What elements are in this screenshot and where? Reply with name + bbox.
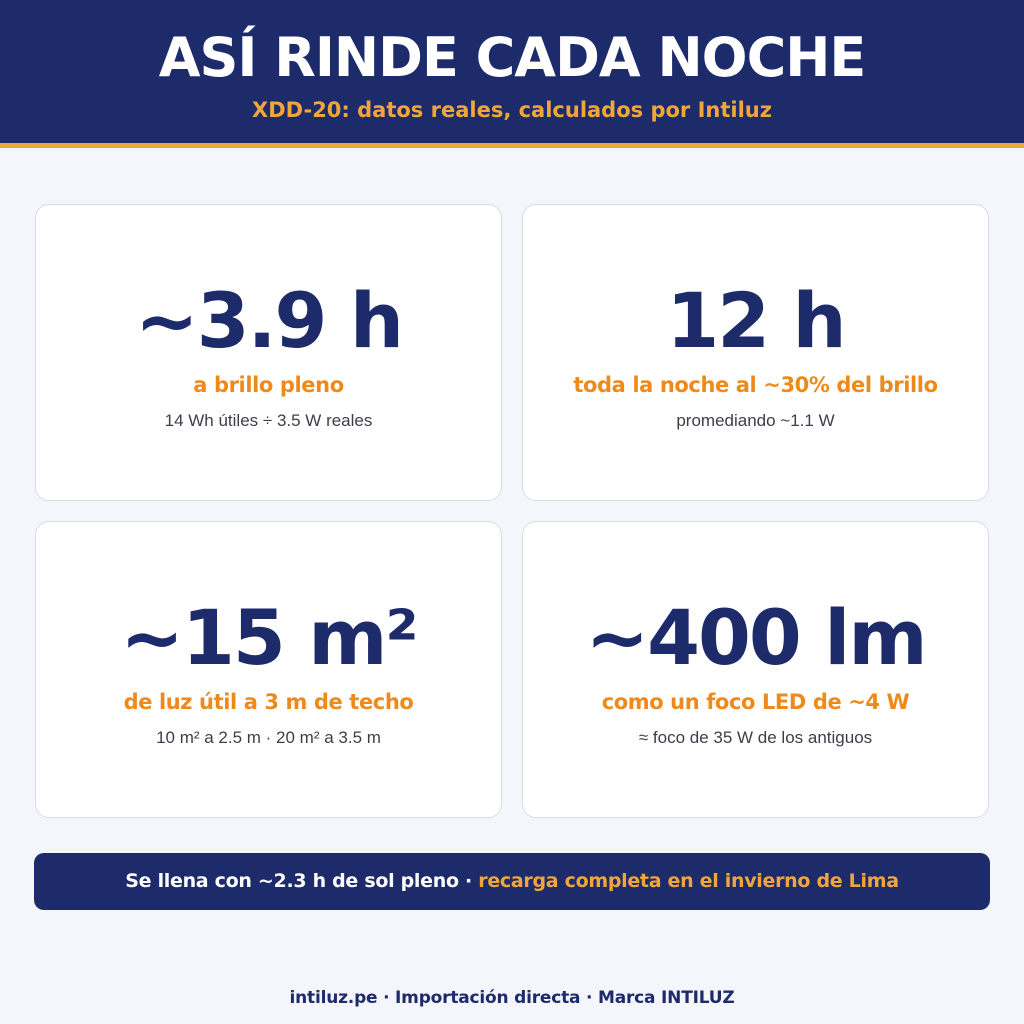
page-subtitle: XDD-20: datos reales, calculados por Intiluz [252,98,772,122]
stat-caption: a brillo pleno [193,373,344,397]
stat-value: ~3.9 h [135,276,402,365]
stat-value: ~15 m² [120,593,417,682]
stat-value: 12 h [666,276,845,365]
page-title: ASÍ RINDE CADA NOCHE [158,26,866,89]
stat-value: ~400 lm [585,593,926,682]
stat-caption: como un foco LED de ~4 W [601,690,910,714]
banner-recharge-note: recarga completa en el invierno de Lima [478,870,899,892]
stat-caption: toda la noche al ~30% del brillo [573,373,938,397]
stat-note: promediando ~1.1 W [676,411,835,430]
stat-card-coverage [35,521,502,818]
banner-charge-time: Se llena con ~2.3 h de sol pleno [125,870,459,892]
stat-card-runtime-full [35,204,502,501]
header [0,0,1024,148]
stat-note: 14 Wh útiles ÷ 3.5 W reales [164,411,373,430]
stat-caption: de luz útil a 3 m de techo [123,690,414,714]
banner-separator: · [458,870,479,892]
stat-note: ≈ foco de 35 W de los antiguos [638,728,873,747]
charging-banner [34,853,990,910]
stat-card-runtime-night [522,204,989,501]
stat-card-lumens [522,521,989,818]
stat-note: 10 m² a 2.5 m · 20 m² a 3.5 m [156,728,381,747]
footer: intiluz.pe · Importación directa · Marca INTILUZ [289,988,735,1008]
